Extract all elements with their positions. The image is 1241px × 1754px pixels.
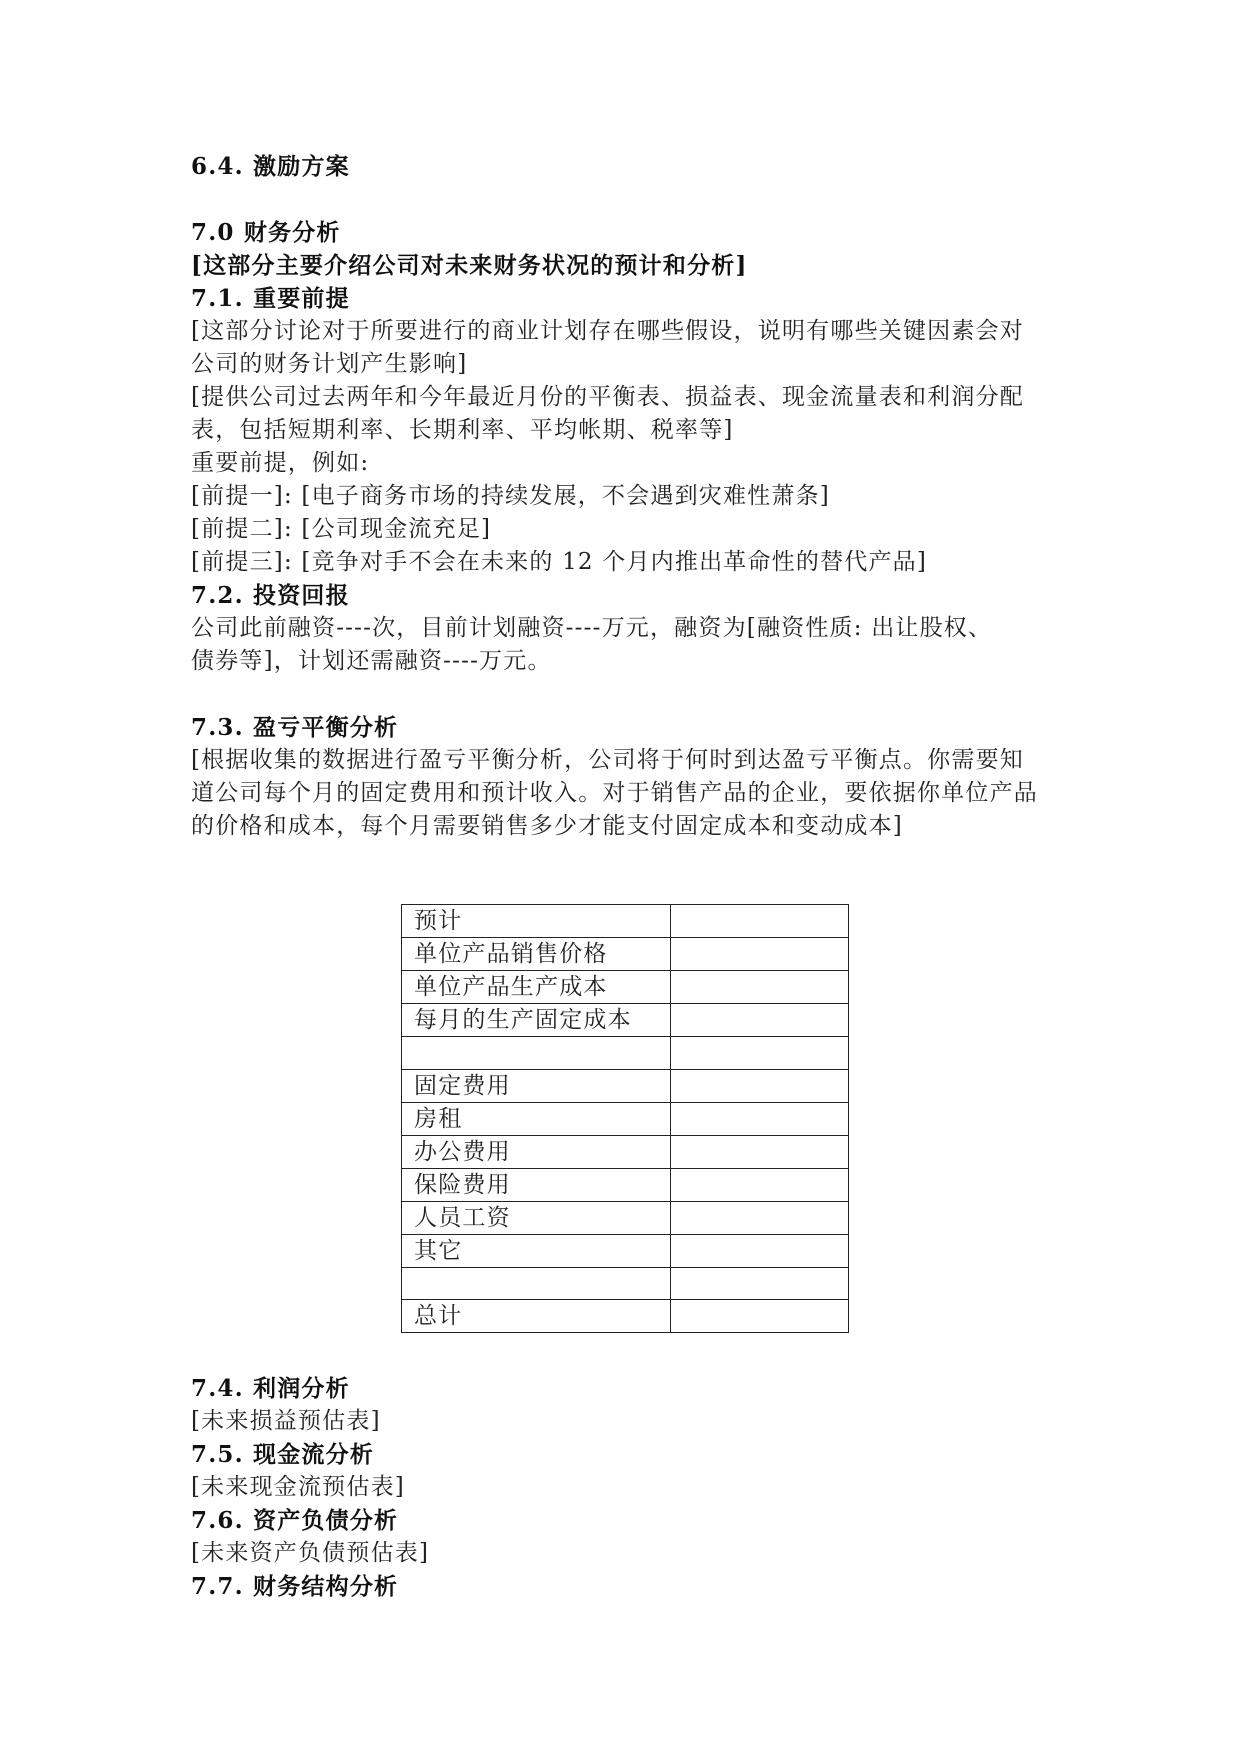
heading-7-2: 7.2. 投资回报 xyxy=(191,582,350,609)
table-cell-value xyxy=(671,1168,849,1201)
heading-7-3: 7.3. 盈亏平衡分析 xyxy=(191,714,399,741)
paragraph-7-4: [未来损益预估表] xyxy=(191,1408,381,1434)
heading-6-4: 6.4. 激励方案 xyxy=(191,153,350,180)
premise-3: [前提三]: [竞争对手不会在未来的 12 个月内推出革命性的替代产品] xyxy=(191,549,928,575)
table-row xyxy=(402,1267,849,1300)
table-cell-label: 预计 xyxy=(402,905,671,938)
table-cell-label: 人员工资 xyxy=(402,1201,671,1234)
table-cell-value xyxy=(671,1037,849,1070)
table-cell-value xyxy=(671,1069,849,1102)
table-cell-label: 其它 xyxy=(402,1234,671,1267)
table-row xyxy=(402,938,849,971)
paragraph-7-1-c: 重要前提，例如: xyxy=(191,450,370,476)
table-cell-value xyxy=(671,905,849,938)
paragraph-7-6: [未来资产负债预估表] xyxy=(191,1540,430,1566)
table-cell-label: 单位产品销售价格 xyxy=(402,938,671,971)
paragraph-7-3-line-1: [根据收集的数据进行盈亏平衡分析，公司将于何时到达盈亏平衡点。你需要知 xyxy=(191,747,1024,773)
table-cell-value xyxy=(671,1102,849,1135)
table-cell-value xyxy=(671,1267,849,1300)
table-cell-value xyxy=(671,1201,849,1234)
paragraph-7-3-line-3: 的价格和成本，每个月需要销售多少才能支付固定成本和变动成本] xyxy=(191,813,903,839)
table-row xyxy=(402,1069,849,1102)
paragraph-7-1-a-line-1: [这部分讨论对于所要进行的商业计划存在哪些假设，说明有哪些关键因素会对 xyxy=(191,318,1024,344)
table-cell-label: 保险费用 xyxy=(402,1168,671,1201)
paragraph-7-5: [未来现金流预估表] xyxy=(191,1474,405,1500)
premise-1: [前提一]: [电子商务市场的持续发展，不会遇到灾难性萧条] xyxy=(191,483,830,509)
table-cell-label: 固定费用 xyxy=(402,1069,671,1102)
table-row xyxy=(402,905,849,938)
table-cell-label: 每月的生产固定成本 xyxy=(402,1004,671,1037)
paragraph-7-1-a-line-2: 公司的财务计划产生影响] xyxy=(191,351,468,377)
table-row xyxy=(402,1135,849,1168)
table-row xyxy=(402,1234,849,1267)
heading-7-1: 7.1. 重要前提 xyxy=(191,285,350,312)
table-cell-value xyxy=(671,1300,849,1333)
break-even-table xyxy=(401,904,849,1333)
heading-7-7: 7.7. 财务结构分析 xyxy=(191,1573,399,1600)
table-cell-value xyxy=(671,1135,849,1168)
table-cell-label: 办公费用 xyxy=(402,1135,671,1168)
paragraph-7-2-line-2: 债券等]，计划还需融资----万元。 xyxy=(191,648,552,674)
table-cell-value xyxy=(671,938,849,971)
table-row xyxy=(402,1004,849,1037)
table-row xyxy=(402,1168,849,1201)
table-cell-label: 房租 xyxy=(402,1102,671,1135)
table-cell-value xyxy=(671,1234,849,1267)
paragraph-7-2-line-1: 公司此前融资----次，目前计划融资----万元，融资为[融资性质: 出让股权、 xyxy=(191,615,993,641)
paragraph-7-1-b-line-2: 表，包括短期利率、长期利率、平均帐期、税率等] xyxy=(191,417,734,443)
heading-7-0: 7.0 财务分析 xyxy=(191,219,341,246)
table-row xyxy=(402,971,849,1004)
table-row xyxy=(402,1201,849,1234)
table-cell-label xyxy=(402,1037,671,1070)
table-row xyxy=(402,1102,849,1135)
heading-7-4: 7.4. 利润分析 xyxy=(191,1375,350,1402)
table-cell-value xyxy=(671,1004,849,1037)
table-cell-label: 单位产品生产成本 xyxy=(402,971,671,1004)
premise-2: [前提二]: [公司现金流充足] xyxy=(191,516,492,542)
table-row xyxy=(402,1300,849,1333)
heading-7-5: 7.5. 现金流分析 xyxy=(191,1441,375,1468)
paragraph-7-1-b-line-1: [提供公司过去两年和今年最近月份的平衡表、损益表、现金流量表和利润分配 xyxy=(191,384,1024,410)
heading-7-6: 7.6. 资产负债分析 xyxy=(191,1507,399,1534)
paragraph-7-3-line-2: 道公司每个月的固定费用和预计收入。对于销售产品的企业，要依据你单位产品 xyxy=(191,780,1038,806)
table-row xyxy=(402,1037,849,1070)
table-cell-label xyxy=(402,1267,671,1300)
intro-7-0: [这部分主要介绍公司对未来财务状况的预计和分析] xyxy=(191,252,748,279)
table-cell-value xyxy=(671,971,849,1004)
table-cell-label: 总计 xyxy=(402,1300,671,1333)
